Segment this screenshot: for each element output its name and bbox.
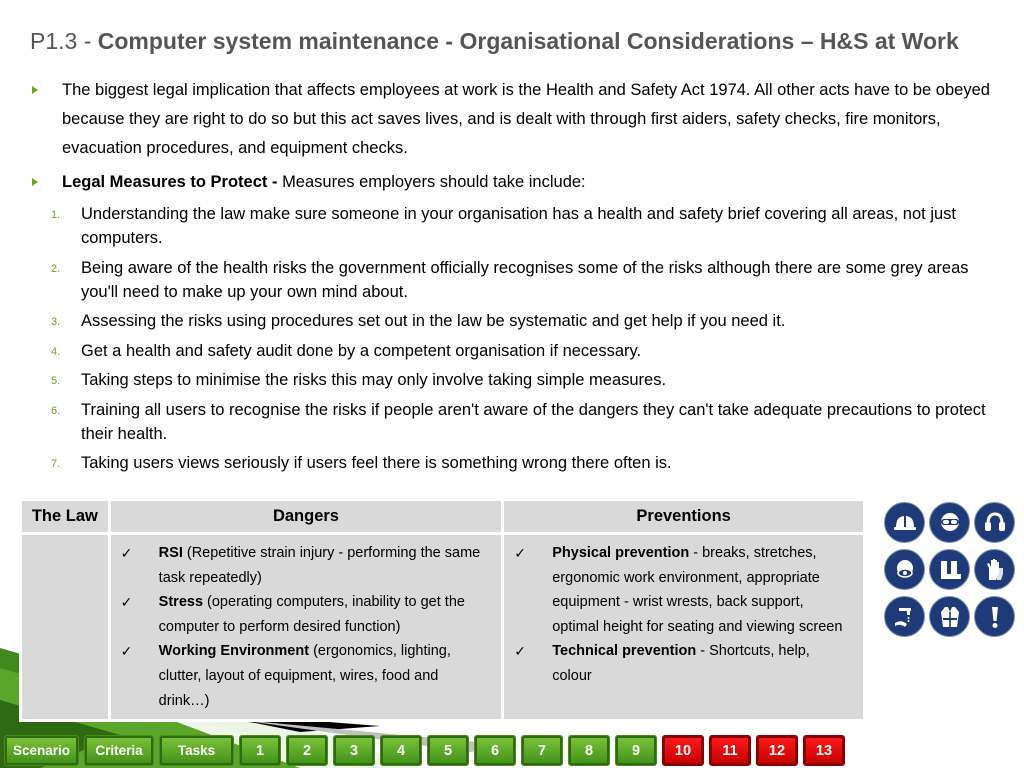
nav-page-10-button[interactable]: 10 (662, 735, 704, 766)
title-prefix: P1.3 - (30, 28, 98, 54)
nav-page-12-button[interactable]: 12 (756, 735, 798, 766)
prevention-desc: - breaks, stretches, ergonomic work environment, appropriate equipment - wrist wrests, back support, optimal height for seating and viewing screen (552, 545, 843, 635)
measures-text: Measures employers should take include: (282, 173, 586, 191)
hard-hat-icon (884, 502, 925, 543)
bullet-arrow-icon (32, 86, 38, 94)
list-item-text: Understanding the law make sure someone in your organisation has a health and safety brief covering all areas, not just computers. (81, 205, 957, 247)
table-row (21, 534, 865, 721)
list-item (30, 309, 990, 333)
nav-scenario-button[interactable]: Scenario (4, 735, 79, 766)
respirator-mask-icon (884, 549, 925, 590)
nav-page-13-button[interactable]: 13 (803, 735, 845, 766)
check-icon: ✓ (514, 643, 526, 660)
danger-item (119, 541, 492, 590)
safety-signs-grid (884, 502, 1018, 637)
slide-navigation (4, 735, 850, 768)
safety-vest-icon (929, 596, 970, 637)
header-dangers: Dangers (109, 500, 503, 534)
prevention-desc: - Shortcuts, help, colour (552, 643, 810, 684)
list-item-text: Taking steps to minimise the risks this may only involve taking simple measures. (81, 371, 667, 389)
nav-page-3-button[interactable]: 3 (333, 735, 375, 766)
preventions-cell (503, 534, 865, 721)
header-preventions: Preventions (503, 500, 865, 534)
list-item-text: Training all users to recognise the risks if people aren't aware of the dangers they can't take adequate precautions to protect their health. (81, 400, 986, 443)
page-title (30, 28, 1010, 55)
header-the-law: The Law (21, 500, 110, 534)
ear-protection-icon (974, 502, 1015, 543)
intro-bullet (30, 76, 990, 163)
the-law-cell (21, 534, 110, 721)
nav-page-8-button[interactable]: 8 (568, 735, 610, 766)
prevention-item (512, 541, 853, 639)
safety-gloves-icon (974, 549, 1015, 590)
danger-desc: (ergonomics, lighting, clutter, layout of equipment, wires, food and drink…) (158, 643, 451, 709)
list-item (30, 339, 990, 363)
list-item-number: 2. (51, 262, 61, 275)
list-item-text: Being aware of the health risks the government officially recognises some of the risks although there are some grey areas you'll need to make up your own mind about. (81, 258, 969, 301)
measures-heading: Legal Measures to Protect - (62, 173, 283, 191)
list-item-number: 4. (51, 345, 61, 358)
danger-term: Working Environment (158, 643, 310, 660)
safety-goggles-icon (929, 502, 970, 543)
measures-list (30, 202, 990, 475)
prevention-term: Physical prevention (552, 545, 690, 561)
nav-page-4-button[interactable]: 4 (380, 735, 422, 766)
list-item (30, 368, 990, 392)
check-icon: ✓ (120, 545, 133, 561)
danger-term: Stress (158, 594, 204, 611)
list-item-text: Assessing the risks using procedures set out in the law be systematic and get help if you need it. (81, 312, 786, 330)
hand-wash-icon (884, 596, 925, 637)
prevention-item (512, 639, 853, 688)
exclamation-icon (974, 596, 1015, 637)
list-item-number: 6. (51, 404, 61, 417)
nav-page-6-button[interactable]: 6 (474, 735, 516, 766)
list-item (30, 256, 990, 304)
danger-item (119, 639, 492, 713)
measures-bullet (30, 168, 990, 197)
check-icon: ✓ (120, 594, 133, 611)
list-item-number: 7. (51, 458, 61, 470)
intro-text: The biggest legal implication that affects employees at work is the Health and Safety Act 1974. All other acts have to be obeyed because they are right to do so but this act saves lives, and is dealt with through first aiders, safety checks, fire monitors, evacuation procedures, and equipment checks. (62, 81, 990, 157)
hs-law-table (19, 498, 866, 722)
list-item-text: Taking users views seriously if users feel there is something wrong there often is. (81, 454, 672, 472)
list-item (30, 398, 990, 446)
check-icon: ✓ (514, 545, 526, 561)
nav-page-2-button[interactable]: 2 (286, 735, 328, 766)
danger-desc: (operating computers, inability to get the computer to perform desired function) (158, 594, 465, 635)
dangers-cell (109, 534, 503, 721)
list-item (30, 202, 990, 250)
list-item-number: 3. (51, 316, 61, 328)
nav-criteria-button[interactable]: Criteria (84, 735, 154, 766)
danger-item (119, 590, 492, 639)
nav-tasks-button[interactable]: Tasks (159, 735, 234, 766)
list-item-number: 1. (51, 209, 61, 221)
list-item (30, 451, 990, 475)
nav-page-9-button[interactable]: 9 (615, 735, 657, 766)
main-content (30, 76, 990, 481)
title-main: Computer system maintenance - Organisational Considerations – H&S at Work (97, 28, 959, 54)
danger-desc: (Repetitive strain injury - performing the same task repeatedly) (158, 545, 481, 586)
list-item-text: Get a health and safety audit done by a competent organisation if necessary. (81, 341, 642, 360)
bullet-arrow-icon (32, 178, 38, 186)
table-header-row (21, 500, 865, 534)
preventions-list (512, 541, 853, 689)
nav-page-7-button[interactable]: 7 (521, 735, 563, 766)
dangers-list (119, 541, 492, 713)
danger-term: RSI (158, 545, 183, 561)
nav-page-1-button[interactable]: 1 (239, 735, 281, 766)
list-item-number: 5. (51, 375, 61, 387)
nav-page-5-button[interactable]: 5 (427, 735, 469, 766)
safety-boots-icon (929, 549, 970, 590)
nav-page-11-button[interactable]: 11 (709, 735, 751, 766)
check-icon: ✓ (120, 643, 133, 660)
prevention-term: Technical prevention (552, 643, 697, 660)
